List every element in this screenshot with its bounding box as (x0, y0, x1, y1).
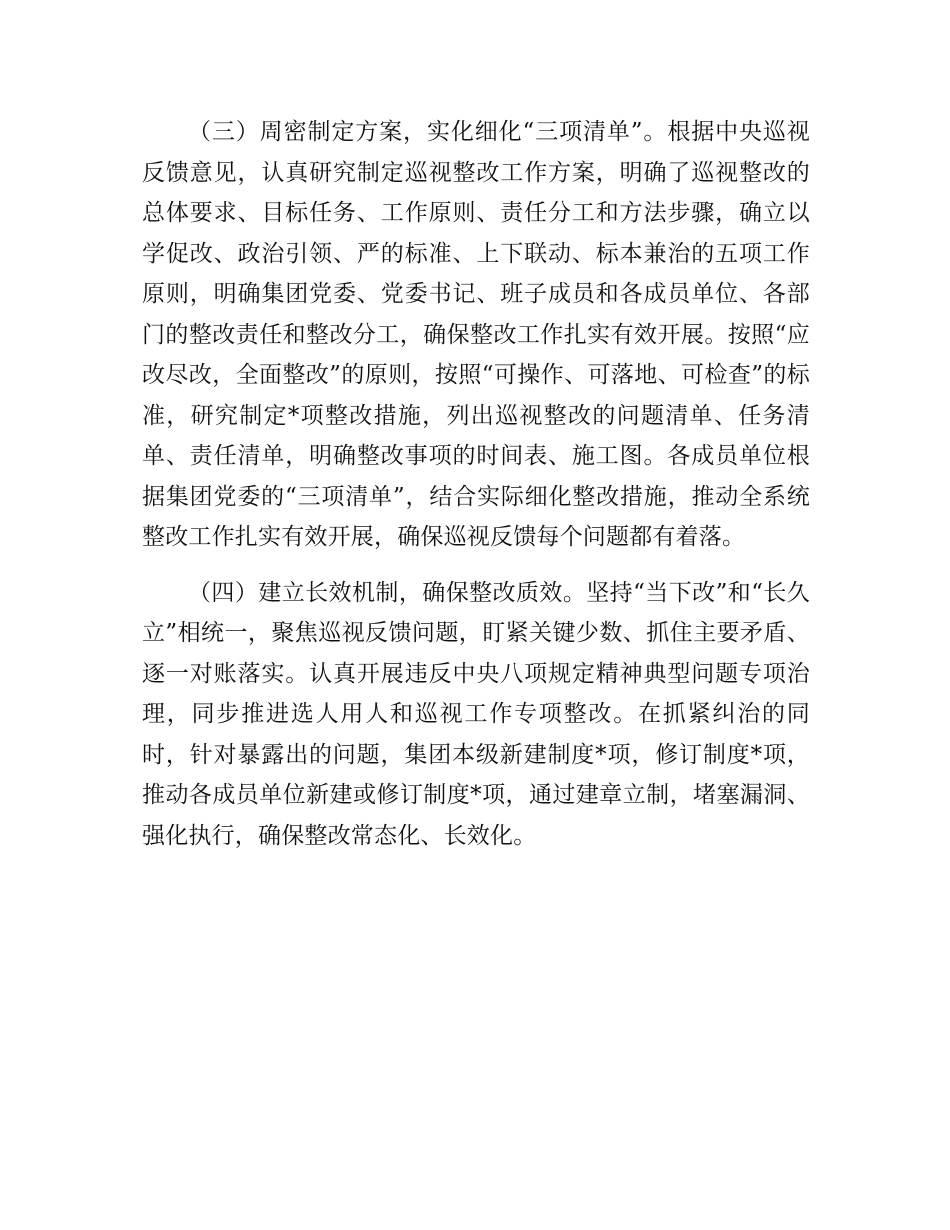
document-body (142, 112, 810, 856)
paragraph-section-4: （四）建立长效机制，确保整改质效。坚持“当下改”和“长久立”相统一，聚焦巡视反馈问题，盯紧关键少数、抓住主要矛盾、逐一对账落实。认真开展违反中央八项规定精神典型问题专项治理，同步推进选人用人和巡视工作专项整改。在抓紧纠治的同时，针对暴露出的问题，集团本级新建制度*项，修订制度*项，推动各成员单位新建或修订制度*项，通过建章立制，堵塞漏洞、强化执行，确保整改常态化、长效化。 (142, 579, 810, 849)
paragraph-section-3: （三）周密制定方案，实化细化“三项清单”。根据中央巡视反馈意见，认真研究制定巡视整改工作方案，明确了巡视整改的总体要求、目标任务、工作原则、责任分工和方法步骤，确立以学促改、政治引领、严的标准、上下联动、标本兼治的五项工作原则，明确集团党委、党委书记、班子成员和各成员单位、各部门的整改责任和整改分工，确保整改工作扎实有效开展。按照“应改尽改，全面整改”的原则，按照“可操作、可落地、可检查”的标准，研究制定*项整改措施，列出巡视整改的问题清单、任务清单、责任清单，明确整改事项的时间表、施工图。各成员单位根据集团党委的“三项清单”，结合实际细化整改措施，推动全系统整改工作扎实有效开展，确保巡视反馈每个问题都有着落。 (142, 119, 810, 550)
